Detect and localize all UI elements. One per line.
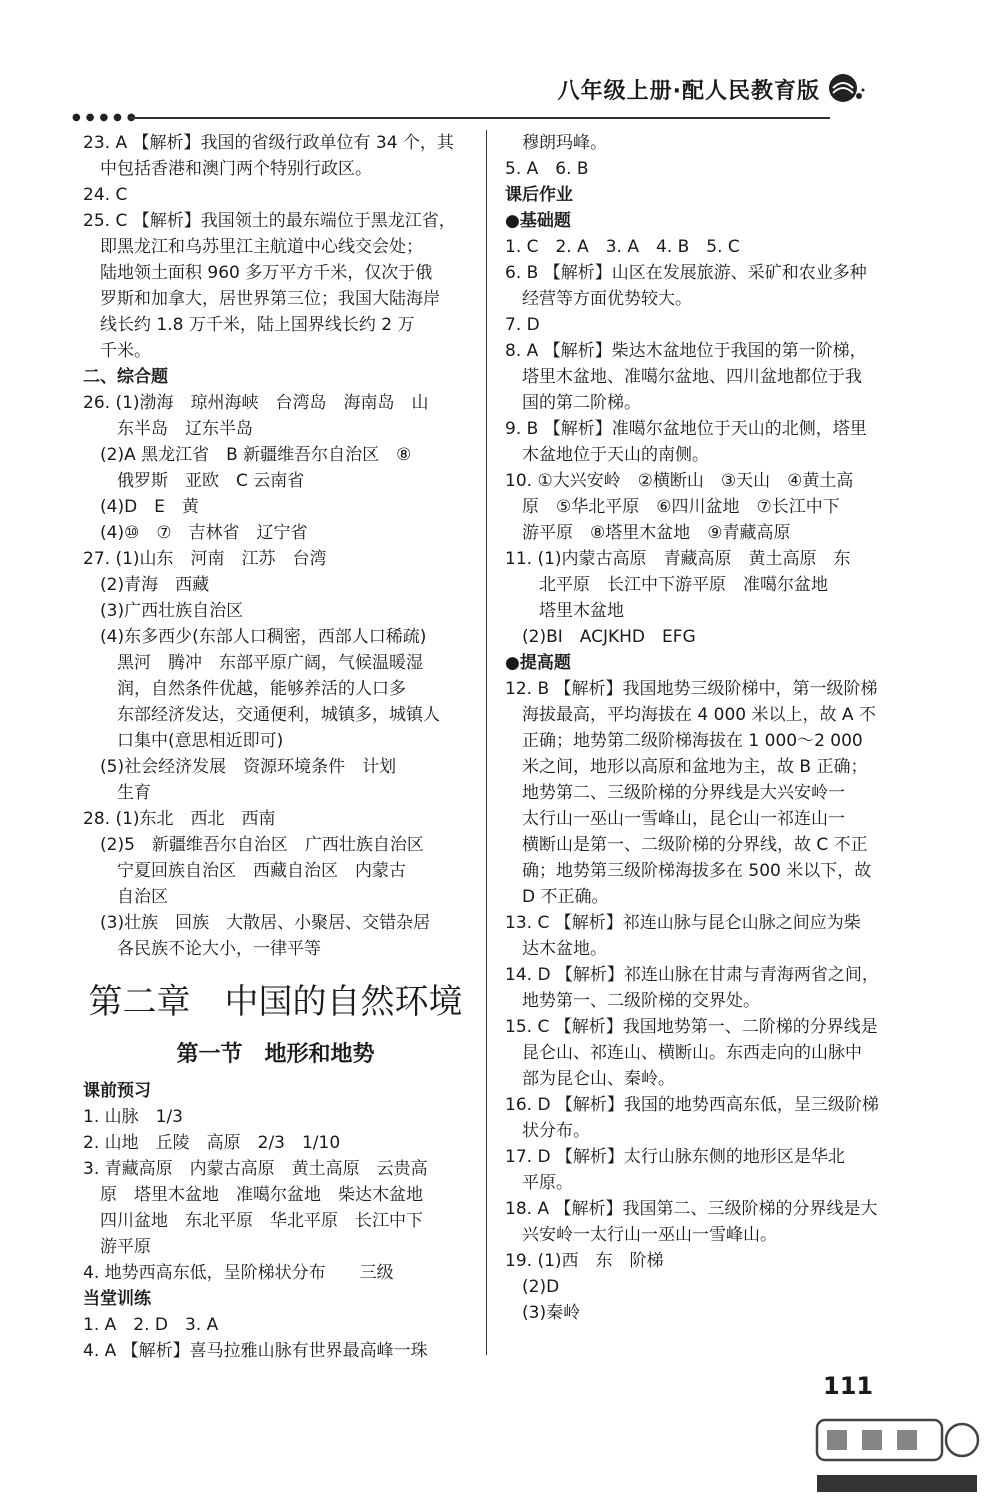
answer-line: 部为昆仑山、秦岭。 xyxy=(505,1069,675,1089)
answer-line: 18. A 【解析】我国第二、三级阶梯的分界线是大 xyxy=(505,1199,878,1219)
answer-line: 塔里木盆地、准噶尔盆地、四川盆地都位于我 xyxy=(505,367,862,387)
answer-line: 黑河 腾冲 东部平原广阔，气候温暖湿 xyxy=(83,653,423,673)
answer-line: 游平原 ⑧塔里木盆地 ⑨青藏高原 xyxy=(505,523,791,543)
header-rule xyxy=(130,117,830,119)
answer-line: 东半岛 辽东半岛 xyxy=(83,419,253,439)
answer-line: 太行山一巫山一雪峰山，昆仑山一祁连山一 xyxy=(505,809,845,829)
answer-line: 穆朗玛峰。 xyxy=(505,133,607,153)
answer-line: 27. (1)山东 河南 江苏 台湾 xyxy=(83,549,327,569)
answer-line: (3)秦岭 xyxy=(505,1303,581,1323)
answer-line: 3. 青藏高原 内蒙古高原 黄土高原 云贵高 xyxy=(83,1159,428,1179)
left-column xyxy=(83,130,468,1364)
section-title: 第一节 地形和地势 xyxy=(176,1041,375,1067)
chapter-title: 第二章 中国的自然环境 xyxy=(88,982,463,1022)
answer-line: 23. A 【解析】我国的省级行政单位有 34 个，其 xyxy=(83,133,454,153)
answer-line: (2)5 新疆维吾尔自治区 广西壮族自治区 xyxy=(83,835,424,855)
answer-line: 5. A 6. B xyxy=(505,159,589,179)
answer-line: 1. C 2. A 3. A 4. B 5. C xyxy=(505,237,740,257)
header-title: 八年级上册·配人民教育版 xyxy=(557,79,820,104)
answer-line: 状分布。 xyxy=(505,1121,590,1141)
answer-line: (2)D xyxy=(505,1277,560,1297)
answer-line: 19. (1)西 东 阶梯 xyxy=(505,1251,664,1271)
answer-line: 罗斯和加拿大，居世界第三位；我国大陆海岸 xyxy=(83,289,440,309)
answer-line: 12. B 【解析】我国地势三级阶梯中，第一级阶梯 xyxy=(505,679,878,699)
answer-line: 千米。 xyxy=(83,341,151,361)
answer-line: 口集中(意思相近即可) xyxy=(83,731,284,751)
answer-line: 横断山是第一、二级阶梯的分界线，故 C 不正 xyxy=(505,835,868,855)
book-logo-icon xyxy=(825,68,865,108)
answer-line: ●提高题 xyxy=(505,653,571,673)
answer-line: 宁夏回族自治区 西藏自治区 内蒙古 xyxy=(83,861,406,881)
answer-line: 原 塔里木盆地 准噶尔盆地 柴达木盆地 xyxy=(83,1185,423,1205)
answer-line: 润，自然条件优越，能够养活的人口多 xyxy=(83,679,406,699)
answer-line: 正确；地势第二级阶梯海拔在 1 000～2 000 xyxy=(505,731,863,751)
answer-line: 各民族不论大小，一律平等 xyxy=(83,939,321,959)
page-header xyxy=(0,0,1000,130)
answer-line: 海拔最高，平均海拔在 4 000 米以上，故 A 不 xyxy=(505,705,876,725)
answer-line: 生育 xyxy=(83,783,151,803)
answer-line: 25. C 【解析】我国领土的最东端位于黑龙江省， xyxy=(83,211,456,231)
answer-line: 米之间，地形以高原和盆地为主，故 B 正确； xyxy=(505,757,868,777)
answer-line: 当堂训练 xyxy=(83,1289,151,1309)
answer-line: 中包括香港和澳门两个特别行政区。 xyxy=(83,159,372,179)
answer-line: (2)BI ACJKHD EFG xyxy=(505,627,696,647)
answer-line: 6. B 【解析】山区在发展旅游、采矿和农业多种 xyxy=(505,263,867,283)
answer-line: 北平原 长江中下游平原 准噶尔盆地 xyxy=(505,575,828,595)
answer-line: (2)A 黑龙江省 B 新疆维吾尔自治区 ⑧ xyxy=(83,445,412,465)
answer-line: 自治区 xyxy=(83,887,168,907)
column-divider xyxy=(486,130,487,1355)
answer-line: 东部经济发达，交通便利，城镇多，城镇人 xyxy=(83,705,440,725)
answer-line: 兴安岭一太行山一巫山一雪峰山。 xyxy=(505,1225,777,1245)
answer-line: 4. 地势西高东低，呈阶梯状分布 三级 xyxy=(83,1263,394,1283)
answer-line: 课前预习 xyxy=(83,1081,151,1101)
answer-line: 国的第二阶梯。 xyxy=(505,393,641,413)
answer-line: 1. A 2. D 3. A xyxy=(83,1315,219,1335)
answer-line: 平原。 xyxy=(505,1173,573,1193)
answer-line: 4. A 【解析】喜马拉雅山脉有世界最高峰一珠 xyxy=(83,1341,428,1361)
answer-line: 陆地领土面积 960 多万平方千米，仅次于俄 xyxy=(83,263,433,283)
answer-line: (3)壮族 回族 大散居、小聚居、交错杂居 xyxy=(83,913,431,933)
answer-line: (4)东多西少(东部人口稠密，西部人口稀疏) xyxy=(83,627,427,647)
answer-line: (4)⑩ ⑦ 吉林省 辽宁省 xyxy=(83,523,308,543)
answer-line: 地势第二、三级阶梯的分界线是大兴安岭一 xyxy=(505,783,845,803)
answer-line: D 不正确。 xyxy=(505,887,609,907)
answer-line: 塔里木盆地 xyxy=(505,601,624,621)
answer-line: 经营等方面优势较大。 xyxy=(505,289,692,309)
answer-line: 确；地势第三级阶梯海拔多在 500 米以下，故 xyxy=(505,861,872,881)
page-number: 111 xyxy=(823,1372,874,1400)
answer-line: 14. D 【解析】祁连山脉在甘肃与青海两省之间， xyxy=(505,965,879,985)
answer-line: 15. C 【解析】我国地势第一、二阶梯的分界线是 xyxy=(505,1017,878,1037)
answer-line: 7. D xyxy=(505,315,540,335)
answer-line: 四川盆地 东北平原 华北平原 长江中下 xyxy=(83,1211,423,1231)
answer-line: 二、综合题 xyxy=(83,367,168,387)
answer-line: 10. ①大兴安岭 ②横断山 ③天山 ④黄土高 xyxy=(505,471,854,491)
answer-line: (3)广西壮族自治区 xyxy=(83,601,244,621)
answer-line: 地势第一、二级阶梯的交界处。 xyxy=(505,991,760,1011)
answer-line: 1. 山脉 1/3 xyxy=(83,1107,183,1127)
answer-line: 即黑龙江和乌苏里江主航道中心线交会处； xyxy=(83,237,423,257)
answer-line: 24. C xyxy=(83,185,128,205)
answer-line: 11. (1)内蒙古高原 青藏高原 黄土高原 东 xyxy=(505,549,851,569)
answer-line: (5)社会经济发展 资源环境条件 计划 xyxy=(83,757,397,777)
watermark-logo xyxy=(812,1400,982,1495)
answer-line: 26. (1)渤海 琼州海峡 台湾岛 海南岛 山 xyxy=(83,393,429,413)
right-column xyxy=(505,130,900,1326)
answer-line: 课后作业 xyxy=(505,185,573,205)
answer-line: 木盆地位于天山的南侧。 xyxy=(505,445,709,465)
answer-line: 28. (1)东北 西北 西南 xyxy=(83,809,276,829)
answer-line: (2)青海 西藏 xyxy=(83,575,210,595)
answer-line: 2. 山地 丘陵 高原 2/3 1/10 xyxy=(83,1133,341,1153)
answer-line: 8. A 【解析】柴达木盆地位于我国的第一阶梯， xyxy=(505,341,867,361)
answer-line: (4)D E 黄 xyxy=(83,497,199,517)
answer-line: 俄罗斯 亚欧 C 云南省 xyxy=(83,471,305,491)
answer-line: 达木盆地。 xyxy=(505,939,607,959)
answer-line: 13. C 【解析】祁连山脉与昆仑山脉之间应为柴 xyxy=(505,913,861,933)
answer-line: 游平原 xyxy=(83,1237,151,1257)
answer-line: 原 ⑤华北平原 ⑥四川盆地 ⑦长江中下 xyxy=(505,497,840,517)
answer-line: ●基础题 xyxy=(505,211,571,231)
answer-line: 16. D 【解析】我国的地势西高东低，呈三级阶梯 xyxy=(505,1095,879,1115)
answer-line: 昆仑山、祁连山、横断山。东西走向的山脉中 xyxy=(505,1043,862,1063)
answer-line: 9. B 【解析】准噶尔盆地位于天山的北侧，塔里 xyxy=(505,419,867,439)
answer-line: 17. D 【解析】太行山脉东侧的地形区是华北 xyxy=(505,1147,845,1167)
header-dots: ●●●●● xyxy=(72,112,141,123)
answer-line: 线长约 1.8 万千米，陆上国界线长约 2 万 xyxy=(83,315,415,335)
